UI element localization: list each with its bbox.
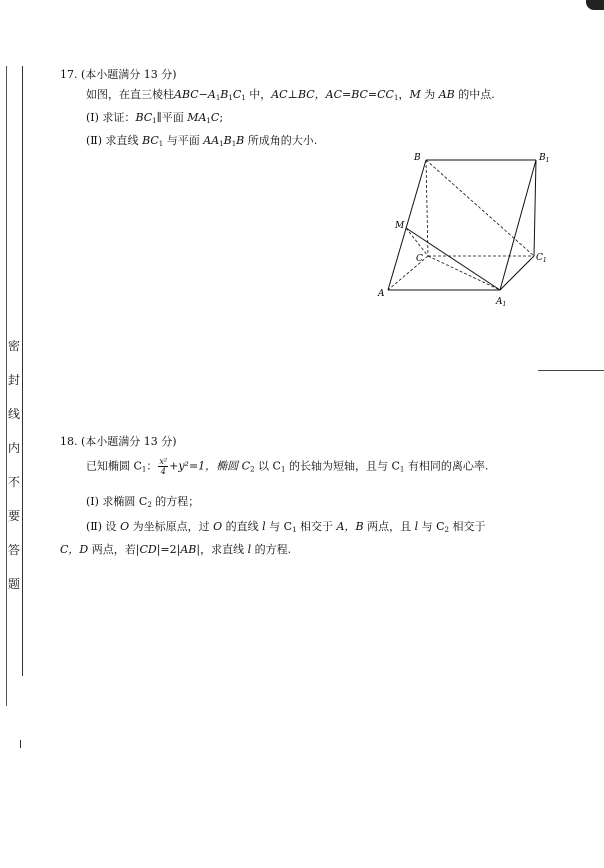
edge-ba	[388, 160, 426, 290]
q17-part1-end: ;	[219, 111, 224, 124]
q17-intro-text: 中，	[245, 88, 272, 101]
q18-part1-text: (Ⅰ) 求椭圆 C	[86, 495, 148, 508]
q17-part1	[86, 109, 223, 125]
q17-part1-c: C	[210, 111, 220, 124]
label-c: C	[416, 254, 423, 264]
q18-score: (本小题满分 13 分)	[81, 435, 177, 448]
q18-part1-end: 的方程；	[151, 495, 200, 508]
q18-fraction	[158, 457, 168, 476]
margin-char: 不	[7, 475, 20, 489]
subscript: 1	[215, 94, 221, 102]
q18-intro-text: ：	[146, 459, 158, 473]
q17-prism-b: B	[220, 88, 229, 101]
q17-part2-plane: AA	[203, 134, 220, 147]
q18-origin: O	[120, 520, 130, 533]
edge-bc1-hidden	[426, 160, 534, 256]
margin-char: 题	[7, 577, 20, 591]
margin-char: 线	[7, 407, 20, 421]
edge-b1a1	[500, 160, 536, 290]
q18-part2-text: 两点，若|	[88, 543, 140, 556]
subscript: 2	[444, 526, 449, 534]
margin-char: 答	[7, 543, 20, 557]
q18-intro-text: 已知椭圆 C	[86, 459, 142, 473]
label-a1: $A_1$	[496, 297, 507, 308]
q17-point-m: M	[409, 88, 421, 101]
label-b1: $B_1$	[539, 153, 550, 164]
q17-prism-c: C	[232, 88, 242, 101]
subscript: 1	[231, 140, 237, 148]
prism-figure	[376, 148, 556, 308]
q17-part2-b: B	[223, 134, 232, 147]
edge-mc-hidden	[406, 228, 428, 256]
q18-header	[60, 433, 177, 449]
label-m: M	[395, 221, 405, 231]
q18-intro-text: 的长轴为短轴，且与 C	[285, 459, 400, 473]
q17-part2-label: (Ⅱ) 求直线	[86, 134, 143, 147]
q17-part1-text: ∥平面	[156, 111, 188, 124]
subscript: 1	[158, 140, 164, 148]
q18-part2-end: 的方程.	[251, 543, 292, 556]
q18-line-l: l	[262, 520, 266, 533]
q18-line-l: l	[247, 543, 252, 556]
q17-part2-text: 与平面	[163, 134, 204, 147]
q18-part2-text: 与 C	[265, 520, 293, 533]
q17-intro-text: 如图，在直三棱柱	[86, 88, 174, 101]
subscript: 2	[250, 465, 255, 474]
q18-part2-line2	[60, 541, 291, 557]
q17-score: (本小题满分 13 分)	[81, 68, 177, 81]
q18-points-ab: A，B	[336, 520, 364, 533]
q18-part2-text: 相交于	[449, 520, 486, 533]
margin-char: 内	[7, 441, 20, 455]
q18-part2-line1	[86, 518, 486, 534]
binding-line	[22, 66, 23, 676]
q17-intro	[86, 86, 495, 102]
q17-prism: ABC−A	[174, 88, 216, 101]
subscript: 1	[228, 94, 233, 102]
q18-segment-cd: CD	[139, 543, 157, 556]
binding-margin-notice	[6, 340, 22, 612]
corner-mark	[586, 0, 604, 10]
label-a: A	[378, 289, 385, 299]
q18-number: 18.	[60, 435, 78, 448]
label-c1: $C_1$	[536, 253, 547, 264]
fraction-numerator: x²	[159, 457, 168, 466]
q18-intro	[86, 457, 488, 476]
edge-ca1-hidden	[428, 256, 500, 290]
q18-segment-ab: AB	[180, 543, 197, 556]
subscript: 1	[152, 117, 157, 125]
q17-part2-bc: BC	[142, 134, 159, 147]
q18-part2-text: 为坐标原点，过	[129, 520, 214, 533]
q17-number: 17.	[60, 68, 78, 81]
q17-segment-ab: AB	[438, 88, 455, 101]
q18-part2-text: 与 C	[418, 520, 445, 533]
subscript: 1	[393, 94, 399, 102]
q18-part2-text: |，求直线	[196, 543, 248, 556]
q17-part1-bc: BC	[135, 111, 153, 124]
q18-line-l: l	[414, 520, 419, 533]
subscript: 2	[147, 501, 152, 509]
q18-equation: +y²=1，椭圆 C	[169, 459, 251, 473]
q18-origin: O	[213, 520, 223, 533]
q17-part2	[86, 132, 317, 148]
q18-intro-text: 以 C	[254, 459, 281, 473]
q17-part1-plane: MA	[187, 111, 207, 124]
label-b: B	[414, 153, 421, 163]
margin-char: 密	[7, 339, 20, 353]
margin-tick	[20, 740, 21, 748]
q18-points-cd: C，D	[60, 543, 89, 556]
q18-part2-text: 两点，且	[363, 520, 415, 533]
subscript: 1	[206, 117, 211, 125]
subscript: 1	[241, 94, 246, 102]
q17-intro-text: ，	[398, 88, 410, 101]
q18-part2-text: (Ⅱ) 设	[86, 520, 121, 533]
q18-part2-text: 的直线	[222, 520, 263, 533]
fraction-denominator: 4	[160, 467, 166, 476]
q17-part1-label: (Ⅰ) 求证：	[86, 111, 136, 124]
q17-intro-text: 的中点.	[454, 88, 495, 101]
q17-part2-b2: B	[236, 134, 245, 147]
q17-condition: AC⊥BC，AC=BC=CC	[271, 88, 394, 101]
subscript: 1	[292, 526, 297, 534]
margin-char: 封	[7, 373, 20, 387]
right-edge-dash	[538, 370, 604, 371]
edge-b1c1	[534, 160, 536, 256]
subscript: 1	[399, 465, 405, 474]
q18-part1	[86, 493, 199, 509]
q17-intro-text: 为	[420, 88, 439, 101]
subscript: 1	[219, 140, 224, 148]
subscript: 1	[280, 465, 286, 474]
margin-char: 要	[7, 509, 20, 523]
q18-intro-text: 有相同的离心率.	[404, 459, 489, 473]
q18-part2-text: 相交于	[296, 520, 337, 533]
q17-part2-end: 所成角的大小.	[244, 134, 318, 147]
q17-header	[60, 66, 177, 82]
subscript: 1	[141, 465, 147, 474]
q18-part2-text: |=2|	[156, 543, 181, 556]
